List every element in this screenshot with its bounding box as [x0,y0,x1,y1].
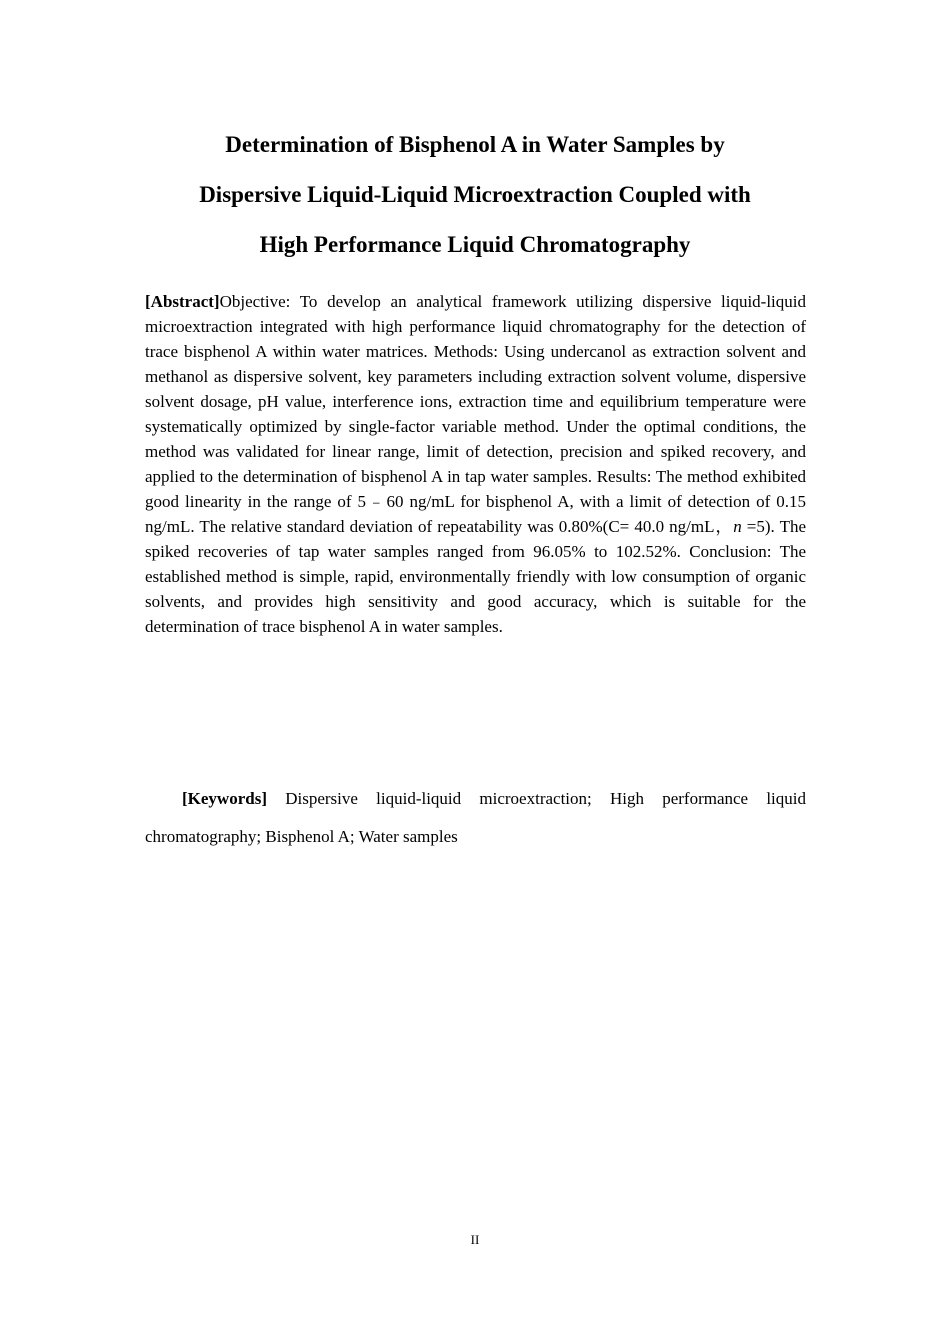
title-line-3: High Performance Liquid Chromatography [259,232,691,257]
abstract-paragraph [145,289,806,639]
abstract-label: [Abstract] [145,292,220,311]
abstract-text-part1: Objective: To develop an analytical framework utilizing dispersive liquid-liquid microextraction integrated with high performance liquid chromatography for the detection of trace bisphenol A within water matrices. Methods: Using undercanol as extraction solvent and methanol as dispersive solvent, key parameters including extraction solvent volume, dispersive solvent dosage, pH value, interference ions, extraction time and equilibrium temperature were systematically optimized by single-factor variable method. Under the optimal conditions, the method was validated for linear range, limit of detection, precision and spiked recovery, and applied to the determination of bisphenol A in tap water samples. Results: The method exhibited good linearity in the range of 5﹣60 ng/mL for bisphenol A, with a limit of detection of 0.15 ng/mL. The relative standard deviation of repeatability was 0.80%(C= 40.0 ng/mL， [145,292,806,536]
paper-title [120,120,830,270]
title-line-2: Dispersive Liquid-Liquid Microextraction Coupled with [199,182,751,207]
keywords-text: Dispersive liquid-liquid microextraction; High performance liquid chromatography; Bisphenol A; Water samples [145,789,806,846]
abstract-text-part2: =5). The spiked recoveries of tap water samples ranged from 96.05% to 102.52%. Conclusion: The established method is simple, rapid, environmentally friendly with low consumption of organic solvents, and provides high sensitivity and good accuracy, which is suitable for the determination of trace bisphenol A in water samples. [145,517,806,636]
page-number: II [470,1232,480,1247]
abstract-n-symbol: n [733,517,742,536]
title-line-1: Determination of Bisphenol A in Water Samples by [225,132,725,157]
keywords-label: [Keywords] [182,789,267,808]
keywords-paragraph [145,780,806,856]
